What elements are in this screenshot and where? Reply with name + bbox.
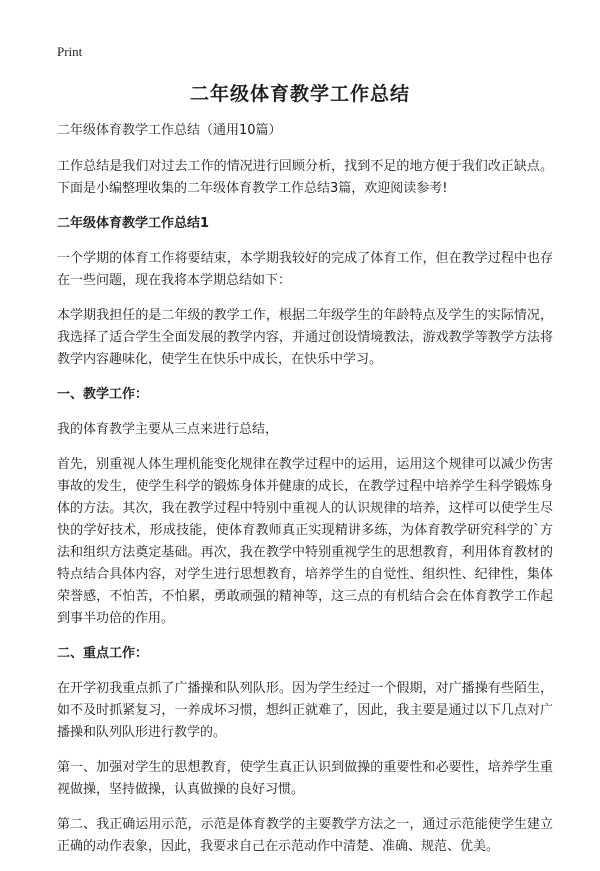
document-body: [57, 120, 553, 871]
paragraph-7: 第二、我正确运用示范，示范是体育教学的主要教学方法之一，通过示范能使学生建立正确的动作表象，因此，我要求自己在示范动作中清楚、准确、规范、优美。: [57, 817, 553, 854]
document-title: 二年级体育教学工作总结: [189, 83, 410, 105]
paragraph-5: 在开学初我重点抓了广播操和队列队形。因为学生经过一个假期，对广播操有些陌生，如不及时抓紧复习，一养成坏习惯，想纠正就难了，因此，我主要是通过以下几点对广播操和队列队形进行教学的。: [57, 681, 553, 740]
paragraph-3: 我的体育教学主要从三点来进行总结，: [57, 422, 279, 437]
paragraph-1: 一个学期的体育工作将要结束，本学期我较好的完成了体育工作，但在教学过程中也存在一些问题，现在我将本学期总结如下：: [57, 251, 553, 288]
key-work-heading: 二、重点工作：: [57, 646, 149, 661]
paragraph-4: 首先，别重视人体生理机能变化规律在教学过程中的运用，运用这个规律可以减少伤害事故的发生，使学生科学的锻炼身体并健康的成长，在教学过程中培养学生科学锻炼身体的方法。其次，我在教学过程中特别中重视人的认识规律的培养，这样可以使学生尽快的学好技术，形成技能，使体育教师真正实现精讲多练，为体育教学研究科学的`方法和组织方法奠定基础。再次，我在教学中特别重视学生的思想教育，利用体育教材的特点结合具体内容，对学生进行思想教育，培养学生的自觉性、组织性、纪律性，集体荣誉感，不怕苦，不怕累，勇敢顽强的精神等，这三点的有机结合会在体育教学工作起到事半功倍的作用。: [57, 457, 553, 626]
intro-paragraph: 工作总结是我们对过去工作的情况进行回顾分析，找到不足的地方便于我们改正缺点。下面是小编整理收集的二年级体育教学工作总结3篇，欢迎阅读参考!: [57, 159, 553, 196]
paragraph-6: 第一、加强对学生的思想教育，使学生真正认识到做操的重要性和必要性，培养学生重视做操，坚持做操，认真做操的良好习惯。: [57, 760, 553, 797]
print-link[interactable]: Print: [57, 44, 83, 59]
document-subtitle: 二年级体育教学工作总结（通用10篇）: [57, 123, 282, 138]
teaching-work-heading: 一、教学工作：: [57, 387, 149, 402]
paragraph-2: 本学期我担任的是二年级的教学工作，根据二年级学生的年龄特点及学生的实际情况，我选择了适合学生全面发展的教学内容，并通过创设情境教法，游戏教学等教学方法将教学内容趣味化，使学生在快乐中成长，在快乐中学习。: [57, 308, 553, 367]
section-heading: 二年级体育教学工作总结1: [57, 216, 210, 231]
